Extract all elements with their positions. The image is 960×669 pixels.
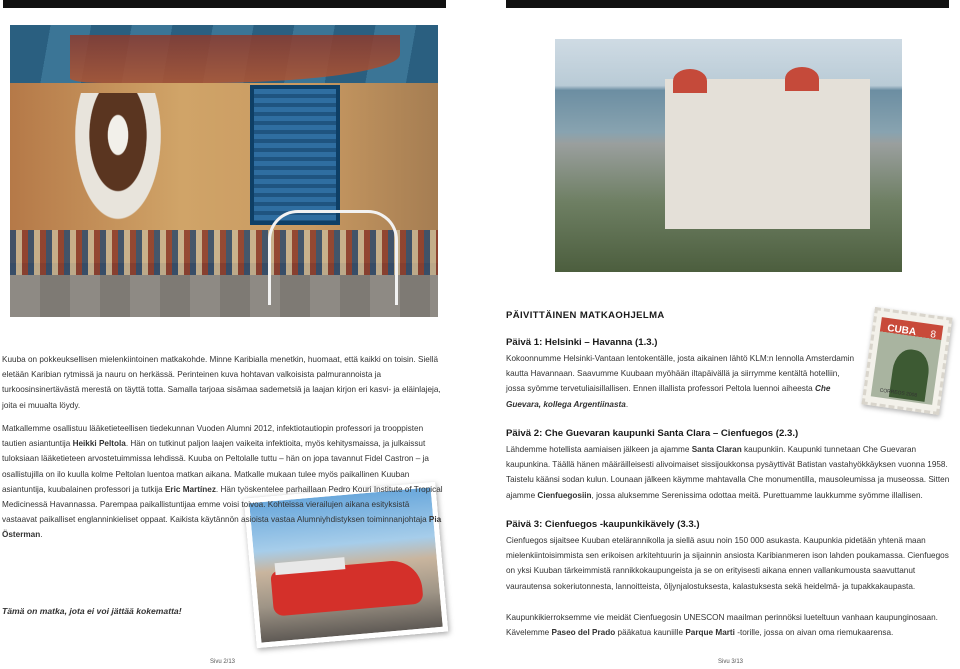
closing-text-1: Kaupunkikierroksemme vie meidät Cienfuegosin UNESCON maailman perinnöksi lueteltuun vanhaan kaupunginosaan. Kävelemme [506, 613, 938, 638]
page-number-left: Sivu 2/13 [210, 659, 236, 665]
che-guevara-stamp [862, 307, 953, 415]
name-pia-osterman: Pia Österman [2, 515, 442, 540]
name-eric-martinez: Eric Martínez [164, 484, 216, 494]
stamp-image [871, 317, 944, 405]
day2-paragraph [506, 442, 950, 503]
top-bar-right [506, 0, 949, 8]
paseo-del-prado: Paseo del Prado [551, 628, 616, 638]
day2-text-1: Lähdemme hotellista aamiaisen jälkeen ja ajamme [506, 445, 692, 454]
white-bench [268, 210, 398, 305]
body-text-3: . Hän työskentelee parhaillaan Pedro Kouri Institute of Tropical Medicinessä Havannassa. Parempaa paikallistuntijaa emme voisi toivoa. Kohteissa vierailujen aikana esityksistä vastaavat paikalliset englanninkieliset oppaat. Kaikista käytännön asioista vastaa Alumniyhdistyksen toiminnanjohtaja [2, 484, 443, 525]
blue-shutter-door [250, 85, 340, 225]
palace-dome-right [785, 67, 819, 91]
intro-text: Kuuba on pokkeuksellisen mielenkiintoinen matkakohde. Minne Karibialla menetkin, huomaat, että kaikki on toisin. Siellä eletään Karibian rytmissä ja nauru on herkässä. Perinteinen kuva hohtavan valkoisista palmurannoista ja turkoosinsinertävästä merestä on täyttä totta. Samalla tarjoaa sisämaa sademetsiä ja laajan kirjon eri kasvi- ja eläinlajeja, joita ei muualta löydy. [2, 355, 441, 410]
palace-photo [555, 39, 902, 272]
closing-paragraph [506, 610, 950, 640]
stamp-title: CUBA [886, 323, 917, 338]
palace-building [665, 79, 870, 229]
cienfuegos: Cienfuegosiin [537, 490, 592, 500]
parque-marti: Parque Marti [685, 628, 735, 638]
tagline: Tämä on matka, jota ei voi jättää kokematta! [2, 606, 182, 616]
day1-text-2: . [625, 399, 629, 409]
day1-heading: Päivä 1: Helsinki – Havanna (1.3.) [506, 337, 658, 348]
mural-photo [10, 25, 438, 317]
day3-heading: Päivä 3: Cienfuegos -kaupunkikävely (3.3.) [506, 519, 700, 530]
day3-text: Cienfuegos sijaitsee Kuuban etelärannikolla ja siellä asuu noin 150 000 asukasta. Kaupunkia pidetään yhtenä maan mielenkiintoisimmista sen erikoisen arkitehtuurin ja sijainnin ansiosta Karibianmeren ison lahden poukamassa. Cienfuegos on yksi Kuuban tärkeimmistä rannikkokaupungeista ja se on erityisesti aikana ennen vallankumousta saavuttanut vaurautensa sokeriutonnesta, lannoitteista, öljynjalostuksesta, kalastuksesta sekä heidelmä- ja tupakkakaupasta. [506, 536, 949, 591]
name-heikki-peltola: Heikki Peltola [72, 439, 126, 449]
day2-text-3: , jossa aluksemme Serenissima odottaa meitä. Purettuamme laukkumme syömme illallisen. [591, 490, 923, 500]
closing-text-3: -torille, jossa on aivan oma riemukaarensa. [734, 628, 894, 638]
day2-text-2: kaupunkiin. Kaupunki tunnetaan Che Guevaran kaupunkina. Täällä hänen määräilleisesti alivoimaiset sissijoukkonsa pysäyttivät Batistan vastahyökkäyksen vuonna 1958. Taistelu käänsi sodan kulun. Lounaan jälkeen käymme mahtavalla Che monumentilla, mausoleumissa ja museossa. Sitten ajamme [506, 445, 950, 500]
day3-paragraph [506, 533, 950, 594]
day2-heading: Päivä 2: Che Guevaran kaupunki Santa Clara – Cienfuegos (2.3.) [506, 428, 799, 439]
palace-dome-left [673, 69, 707, 93]
body-paragraph [2, 421, 444, 543]
santa-clara: Santa Claran [691, 445, 742, 454]
closing-text-2: pääkatua kauniille [615, 628, 686, 638]
body-text-2: . Hän on tutkinut paljon laajen vaikeita infektioita, myös kehitysmaissa, ja julkaissut tuloksiaan lääketieteen arvostetuimmissa lehdissä. Kuuba on Peltolalle tuttu – hän on jopa tavannut Fidel Castron – ja osallistujilla on ilo kuulla kolme Peltolan luentoa matkan aikana. Matkalle mukaan tulee myös paikallinen Kuuban asiantuntija, kuubalainen professori ja tutkija [2, 439, 429, 494]
stamp-caption: CORREOS 2008 [879, 387, 918, 399]
day1-lecture-title: Che Guevara, kollega Argentiinasta [506, 384, 831, 409]
woman-mural [68, 93, 168, 233]
intro-paragraph [2, 352, 442, 413]
day1-text-1: Kokoonnumme Helsinki-Vantaan lentokentälle, josta aikainen lähtö KLM:n lennolla Amsterdamin kautta Havannaan. Saavumme Kuubaan myöhään iltapäivällä ja siirrymme kentältä hotelliin, jossa syömme tervetuliaisillallisen. Ennen illallista professori Peltola luennoi aiheesta [506, 354, 855, 394]
day1-paragraph [506, 351, 856, 412]
body-text-4: . [40, 530, 43, 540]
page-number-right: Sivu 3/13 [718, 659, 744, 665]
body-text-1: Matkallemme osallistuu lääketieteellisen tiedekunnan Vuoden Alumni 2012, infektiotautiopin professori ja trooppisten tautien asiantuntija [2, 424, 424, 449]
top-bar-left [3, 0, 446, 8]
section-title: PÄIVITTÄINEN MATKAOHJELMA [506, 310, 665, 321]
stamp-value: 8 [929, 329, 937, 341]
